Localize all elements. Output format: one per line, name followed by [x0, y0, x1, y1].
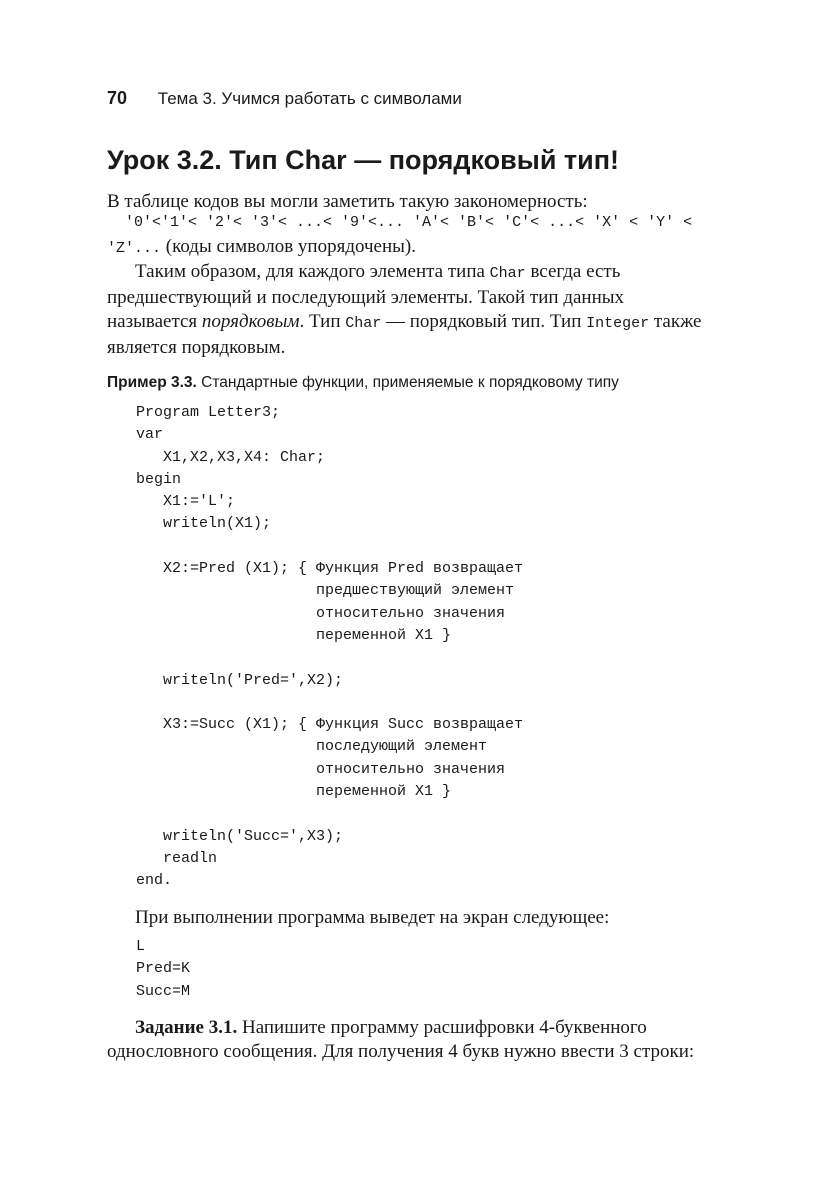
ordinal-text-3: . Тип: [299, 311, 346, 332]
intro-paragraph: В таблице кодов вы могли заметить такую закономерность:: [107, 191, 588, 212]
ordinal-text-1: Таким образом, для каждого элемента типа: [135, 261, 490, 282]
task-label: Задание 3.1.: [135, 1017, 238, 1038]
program-code-block: Program Letter3; var X1,X2,X3,X4: Char; begin X1:='L'; writeln(X1); X2:=Pred (X1); { Функция Pred возвращает предшествующий элемент относительно значения переменной X1 } writeln('Pred=',X2); X3:=Succ (X1); { Функция Succ возвращает последующий элемент относительно значения переменной X1 } writeln('Succ=',X3); readln end.: [136, 404, 524, 890]
char-type-code-2: Char: [345, 315, 382, 332]
example-label: Пример 3.3.: [107, 374, 197, 391]
running-header: [107, 88, 462, 109]
ordinal-paragraph: [107, 260, 715, 360]
program-output: L Pred=K Succ=M: [136, 938, 191, 1000]
ordinal-term: порядковым: [201, 311, 300, 332]
running-title: Тема 3. Учимся работать с символами: [157, 89, 462, 108]
lesson-title: Урок 3.2. Тип Char — порядковый тип!: [107, 145, 620, 175]
task-text: Напишите программу расшифровки 4-буквенного однословного сообщения. Для получения 4 букв нужно ввести 3 строки:: [107, 1017, 695, 1062]
ordinal-text-2: всегда есть предшествующий и последующий элементы. Такой тип данных называется: [107, 261, 625, 332]
codes-order-line-2: [107, 235, 715, 261]
example-caption-text: Стандартные функции, применяемые к порядковому типу: [196, 374, 619, 391]
codes-order-line: '0'<'1'< '2'< '3'< ...< '9'<... 'A'< 'B'< 'C'< ...< 'X' < 'Y' <: [107, 214, 693, 231]
ordinal-text-5: также является порядковым.: [107, 311, 702, 358]
integer-type-code: Integer: [586, 315, 650, 332]
page-number: 70: [107, 88, 128, 108]
task-paragraph: [107, 1016, 715, 1064]
ordinal-text-4: — порядковый тип. Тип: [381, 311, 587, 332]
codes-order-note: (коды символов упорядочены).: [161, 236, 416, 257]
output-intro: При выполнении программа выведет на экран следующее:: [135, 907, 610, 928]
codes-order-tail: 'Z'...: [107, 240, 162, 257]
char-type-code: Char: [489, 265, 526, 282]
example-caption: [107, 374, 619, 392]
